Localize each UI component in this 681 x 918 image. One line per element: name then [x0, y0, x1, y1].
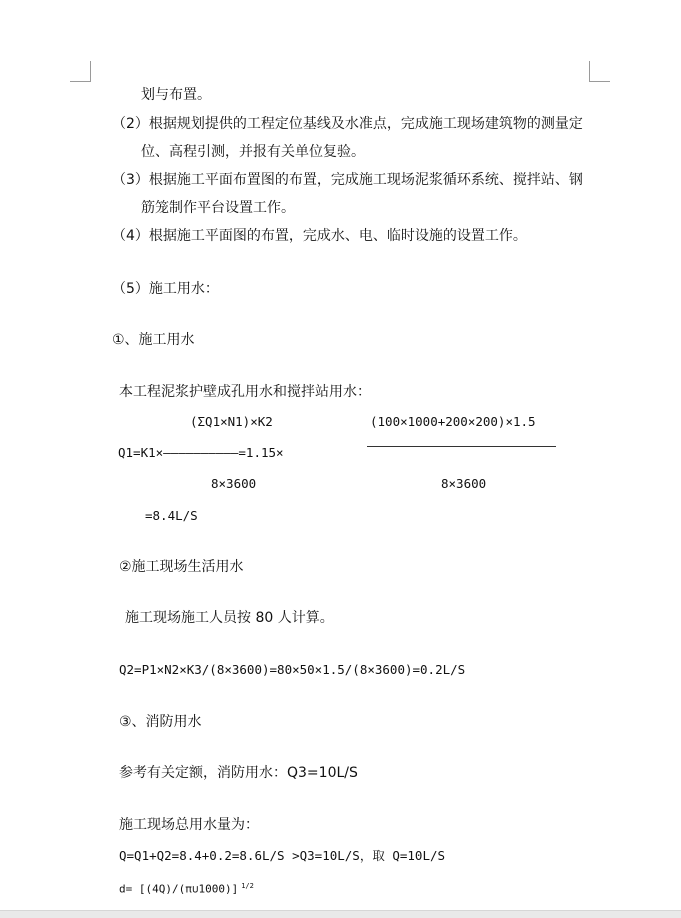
text-line: 划与布置。: [141, 87, 211, 103]
list-item-2-continued: 位、高程引测，并报有关单位复验。: [141, 144, 365, 160]
margin-corner-mark-right: [589, 61, 610, 82]
paragraph-fire-water: 参考有关定额，消防用水：Q3=10L/S: [119, 765, 358, 781]
section-heading-living-water: ②施工现场生活用水: [119, 559, 244, 575]
list-item-3: （3）根据施工平面布置图的布置，完成施工现场泥浆循环系统、搅拌站、钢: [112, 172, 583, 188]
formula-diameter: [119, 877, 254, 899]
list-item-4: （4）根据施工平面图的布置，完成水、电、临时设施的设置工作。: [112, 228, 527, 244]
fraction-bar: [367, 446, 556, 447]
formula-q2: Q2=P1×N2×K3/(8×3600)=80×50×1.5/(8×3600)=0.2L/S: [119, 662, 466, 677]
formula-total-q: Q=Q1+Q2=8.4+0.2=8.6L/S >Q3=10L/S，取 Q=10L/S: [119, 848, 446, 863]
formula-denominator-1: 8×3600: [211, 476, 257, 491]
paragraph-workers: 施工现场施工人员按 80 人计算。: [125, 610, 334, 626]
paragraph-slurry-water: 本工程泥浆护壁成孔用水和搅拌站用水：: [119, 384, 371, 400]
paragraph-total-water: 施工现场总用水量为：: [119, 817, 259, 833]
margin-corner-mark-left: [70, 61, 91, 82]
formula-numerator-2: (100×1000+200×200)×1.5: [370, 414, 536, 429]
formula-diameter-body: d= [(4Q)/(π∪1000)]: [119, 882, 239, 896]
formula-diameter-exponent: 1/2: [241, 882, 254, 890]
list-item-3-continued: 筋笼制作平台设置工作。: [141, 200, 295, 216]
section-heading-construction-water: ①、施工用水: [112, 332, 195, 348]
formula-denominator-2: 8×3600: [441, 476, 487, 491]
section-heading-fire-water: ③、消防用水: [119, 714, 202, 730]
list-item-2: （2）根据规划提供的工程定位基线及水准点，完成施工现场建筑物的测量定: [112, 116, 583, 132]
formula-result: =8.4L/S: [145, 508, 198, 523]
formula-numerator-1: (ΣQ1×N1)×K2: [190, 414, 273, 429]
list-item-5: （5）施工用水：: [112, 281, 219, 297]
formula-main-line: Q1=K1×——————————=1.15×: [118, 445, 284, 460]
